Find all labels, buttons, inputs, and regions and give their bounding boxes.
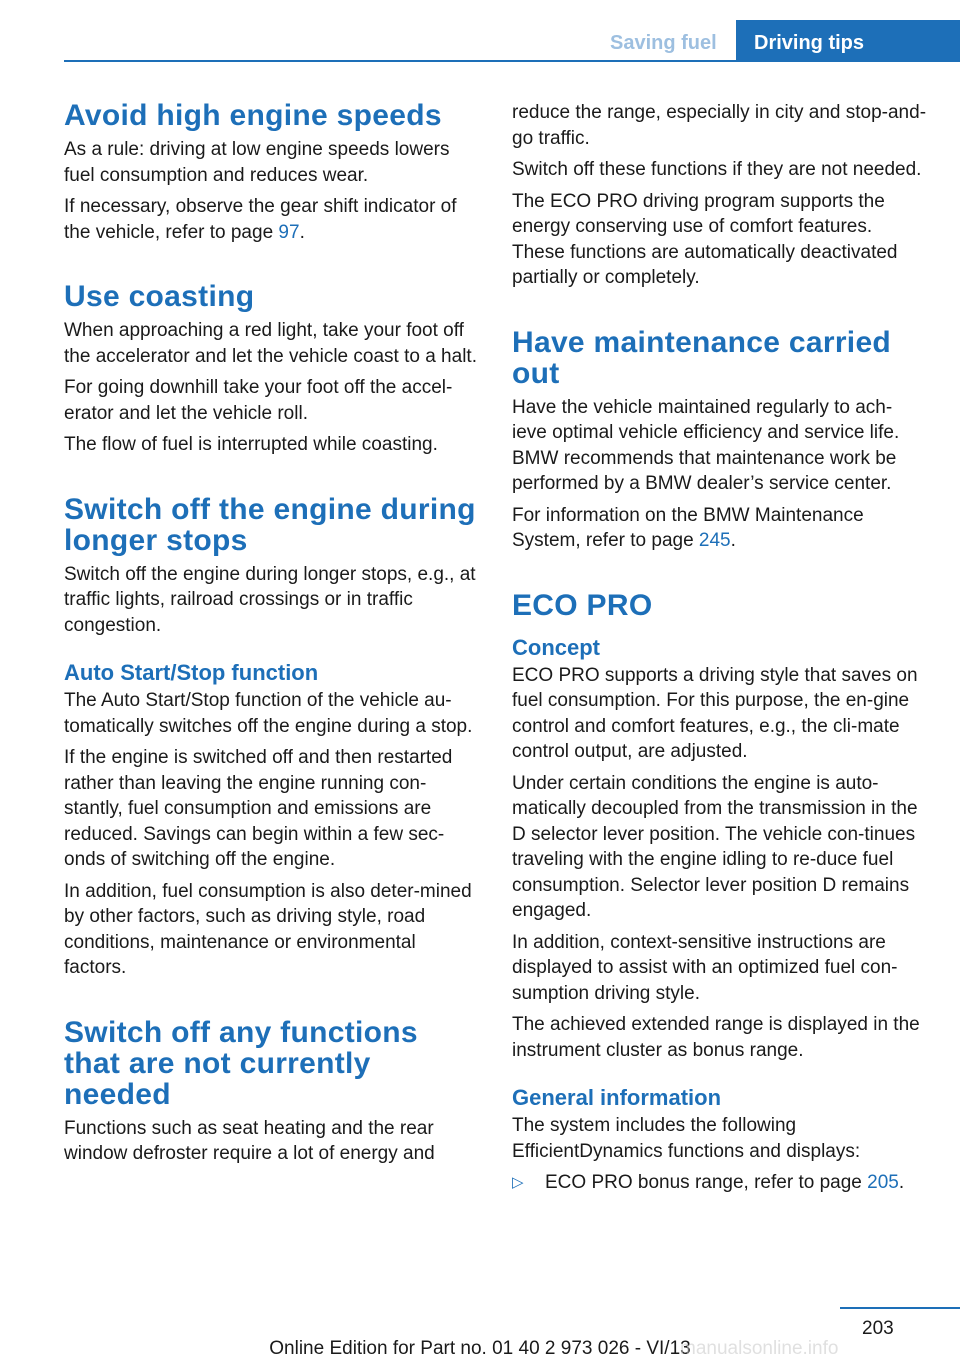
- page-header: [0, 0, 960, 62]
- paragraph: Functions such as seat heating and the rear window defroster require a lot of energy and: [64, 1117, 435, 1164]
- footer-divider: [840, 1307, 960, 1309]
- heading-use-coasting: Use coasting: [64, 280, 255, 313]
- list-item: [512, 1170, 927, 1196]
- heading-avoid-high-engine-speeds: Avoid high engine speeds: [64, 99, 442, 132]
- paragraph: Under certain conditions the engine is auto‐matically decoupled from the transmission in the D selector lever position. The vehicle con‐tinues traveling with the engine idling to re‐duce fuel consumption. Selector lever position D remains engaged.: [512, 772, 918, 921]
- heading-eco-pro: ECO PRO: [512, 588, 653, 622]
- header-divider: [64, 60, 960, 62]
- paragraph: For information on the BMW Maintenance System, refer to page 245.: [512, 504, 864, 551]
- heading-switch-off-functions: Switch off any functions that are not currently needed: [64, 1015, 418, 1111]
- paragraph: For going downhill take your foot off the accel‐erator and let the vehicle roll.: [64, 377, 453, 424]
- page-number: 203: [862, 1318, 894, 1339]
- page-link-245[interactable]: 245: [698, 530, 731, 551]
- paragraph: As a rule: driving at low engine speeds lowers fuel consumption and reduces wear.: [64, 139, 450, 186]
- subheading-concept: Concept: [512, 634, 600, 660]
- paragraph: Switch off these functions if they are not needed.: [512, 159, 922, 180]
- paragraph: Have the vehicle maintained regularly to ach‐ieve optimal vehicle efficiency and service life. BMW recommends that maintenance work be performed by a BMW dealer’s service center.: [512, 396, 900, 494]
- heading-switch-off-engine: Switch off the engine during longer stops: [64, 492, 476, 557]
- paragraph: The flow of fuel is interrupted while coasting.: [64, 434, 438, 455]
- page-link-205[interactable]: 205: [867, 1172, 899, 1193]
- paragraph: ECO PRO supports a driving style that saves on fuel consumption. For this purpose, the en‐gine control and comfort features, e.g., the cli‐mate control output, are adjusted.: [512, 664, 918, 762]
- edition-footer: Online Edition for Part no. 01 40 2 973 026 - VI/13: [269, 1338, 691, 1359]
- watermark: manualsonline.info: [680, 1338, 839, 1359]
- right-column: [512, 100, 927, 1196]
- paragraph: The Auto Start/Stop function of the vehicle au‐tomatically switches off the engine during a stop.: [64, 690, 473, 737]
- paragraph: The achieved extended range is displayed in the instrument cluster as bonus range.: [512, 1014, 920, 1061]
- paragraph: The system includes the following EfficientDynamics functions and displays:: [512, 1115, 861, 1162]
- section-tab[interactable]: Saving fuel: [610, 32, 717, 54]
- paragraph: reduce the range, especially in city and stop-and-go traffic.: [512, 102, 927, 149]
- heading-maintenance: Have maintenance carried out: [512, 325, 892, 390]
- page-link-97[interactable]: 97: [278, 221, 300, 243]
- subheading-auto-start-stop: Auto Start/Stop function: [64, 660, 319, 685]
- list-item-text: ECO PRO bonus range, refer to page 205.: [545, 1172, 905, 1193]
- triangle-bullet-icon: ▷: [512, 1174, 524, 1191]
- paragraph: When approaching a red light, take your foot off the accelerator and let the vehicle coast to a halt.: [64, 320, 477, 367]
- subheading-general-information: General information: [512, 1085, 722, 1110]
- paragraph: In addition, context-sensitive instructions are displayed to assist with an optimized fuel con‐sumption driving style.: [512, 931, 898, 1004]
- paragraph: Switch off the engine during longer stops, e.g., at traffic lights, railroad crossings or in traffic congestion.: [64, 563, 476, 636]
- paragraph: In addition, fuel consumption is also deter‐mined by other factors, such as driving style, road conditions, maintenance or environmental factors.: [64, 880, 472, 978]
- paragraph: If the engine is switched off and then restarted rather than leaving the engine running con‐stantly, fuel consumption and emissions are reduced. Savings can begin within a few sec‐onds of switching off the engine.: [64, 747, 453, 870]
- paragraph: If necessary, observe the gear shift indicator of the vehicle, refer to page 97.: [64, 196, 457, 243]
- chapter-tab-label: Driving tips: [754, 32, 865, 54]
- paragraph: The ECO PRO driving program supports the energy conserving use of comfort features. These functions are automatically deactivated partially or completely.: [512, 190, 898, 288]
- left-column: [64, 100, 482, 1173]
- chapter-tab[interactable]: [736, 20, 960, 62]
